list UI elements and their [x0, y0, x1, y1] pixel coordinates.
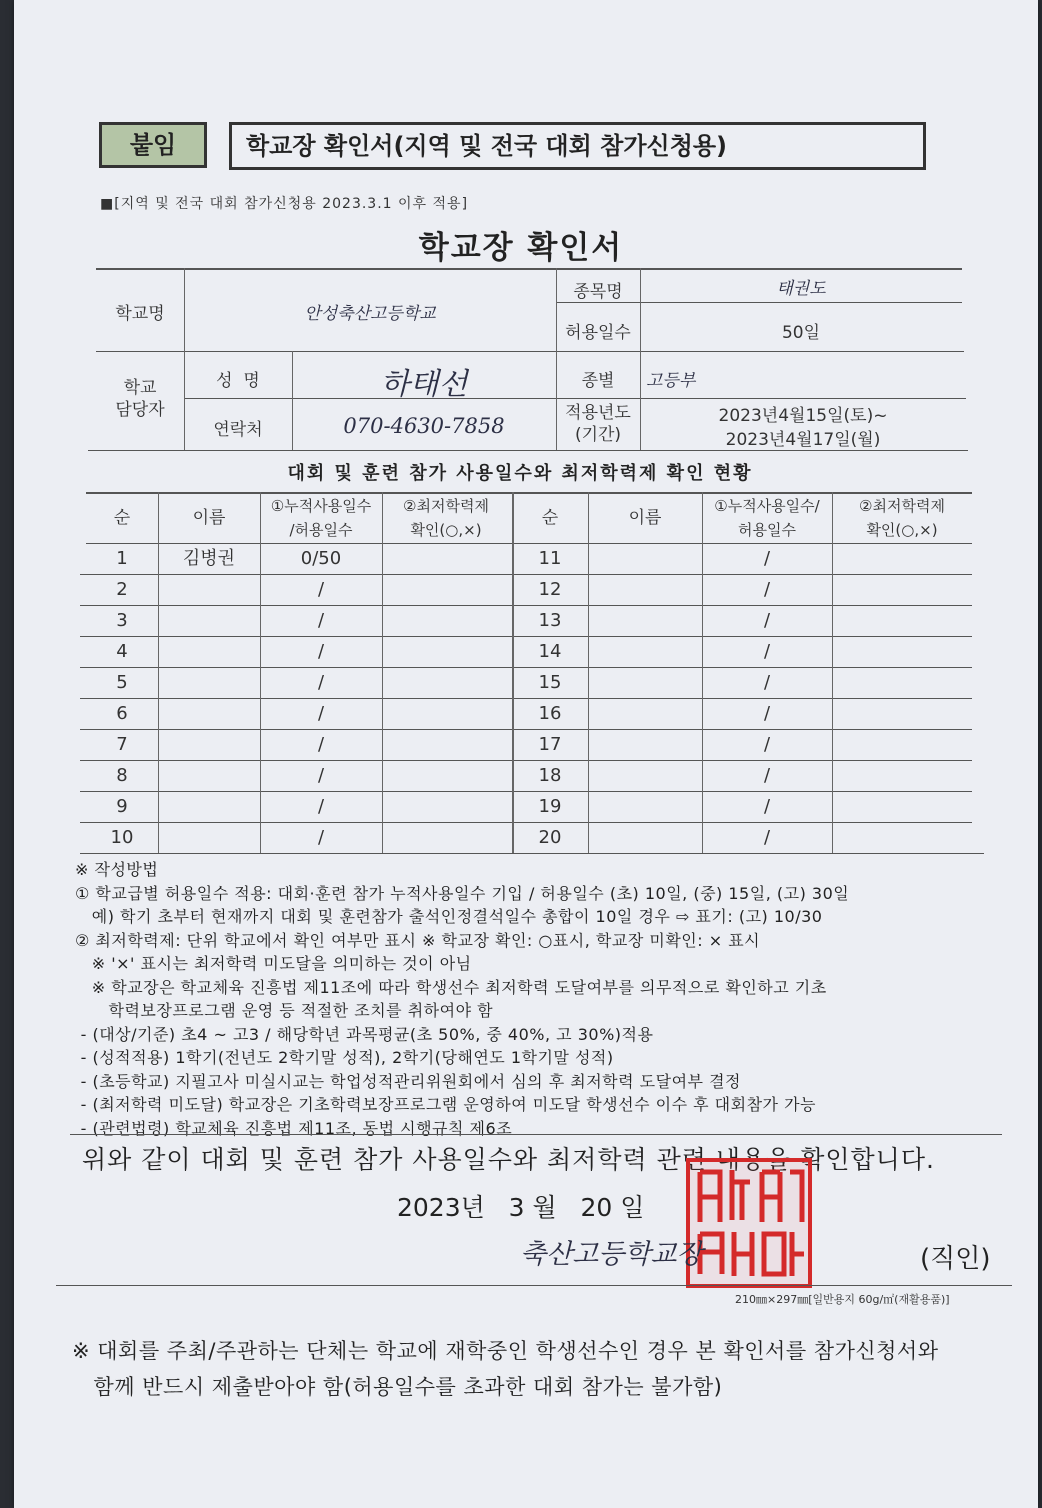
row-days: /	[317, 672, 325, 693]
table-row-border	[80, 698, 972, 699]
row-number: 14	[538, 641, 562, 662]
allowed-days-value: 50일	[781, 323, 821, 343]
row-days: /	[763, 703, 771, 724]
note-line: - (최저학력 미도달) 학교장은 기초학력보장프로그램 운영하여 미도달 학생선수 이수 후 대회참가 가능	[75, 1095, 816, 1114]
row-number: 4	[116, 641, 128, 662]
header-name-right: 이름	[628, 508, 662, 528]
footnote	[72, 1333, 939, 1405]
row-number: 9	[116, 796, 128, 817]
paper-size-note: 210㎜×297㎜[일반용지 60g/㎡(재활용품)]	[735, 1293, 950, 1306]
table-column-border	[588, 492, 589, 853]
row-number: 7	[116, 734, 128, 755]
school-value: 안성축산고등학교	[304, 304, 436, 324]
row-days: /	[317, 610, 325, 631]
footnote-line: ※ 대회를 주최/주관하는 단체는 학교에 재학중인 학생선수인 경우 본 확인서를 참가신청서와	[72, 1339, 939, 1363]
row-days: /	[317, 796, 325, 817]
manager-label: 학교 담당자	[115, 378, 165, 420]
row-days: /	[317, 703, 325, 724]
row-days: /	[763, 610, 771, 631]
row-number: 19	[538, 796, 562, 817]
table-row-border	[80, 760, 972, 761]
row-days: /	[763, 796, 771, 817]
row-number: 3	[116, 610, 128, 631]
table-row-border	[80, 853, 984, 854]
header-days-left: ①누적사용일수 /허용일수	[270, 497, 372, 539]
header-check-right: ②최저학력제 확인(○,×)	[859, 497, 945, 539]
row-number: 18	[538, 765, 562, 786]
period-line-2: 2023년4월17일(월)	[725, 430, 881, 450]
row-number: 16	[538, 703, 562, 724]
table-column-border	[832, 492, 833, 853]
row-number: 5	[116, 672, 128, 693]
row-days: /	[763, 827, 771, 848]
attachment-badge: 붙임	[99, 122, 207, 168]
row-number: 2	[116, 579, 128, 600]
principal-signature: 축산고등학교장	[520, 1239, 703, 1270]
period-line-1: 2023년4월15일(토)~	[718, 406, 888, 426]
table-column-border	[382, 492, 383, 853]
table-header-border	[86, 543, 972, 544]
row-number: 11	[538, 548, 562, 569]
bottom-divider	[56, 1285, 1012, 1286]
seal-label: (직인)	[920, 1244, 991, 1274]
header-days-right: ①누적사용일수/ 허용일수	[714, 497, 820, 539]
note-line: 예) 학기 초부터 현재까지 대회 및 훈련참가 출석인정결석일수 총합이 10일 경우 ⇨ 표기: (고) 10/30	[75, 907, 823, 926]
row-days: /	[317, 827, 325, 848]
row-days: /	[763, 734, 771, 755]
title-box: 학교장 확인서(지역 및 전국 대회 참가신청용)	[229, 122, 926, 170]
row-days: /	[763, 765, 771, 786]
note-line: ② 최저학력제: 단위 학교에서 확인 여부만 표시 ※ 학교장 확인: ○표시, 학교장 미확인: × 표시	[75, 930, 761, 950]
row-number: 8	[116, 765, 128, 786]
writing-notes	[75, 858, 1005, 1140]
table-row-border	[80, 636, 972, 637]
info-divider	[96, 351, 964, 352]
info-bottom-border	[88, 450, 968, 451]
issue-date: 2023년 3 월 20 일	[397, 1193, 645, 1222]
notes-divider	[70, 1134, 1002, 1135]
row-number: 12	[538, 579, 562, 600]
row-number: 1	[116, 548, 128, 569]
note-line: - (성적적용) 1학기(전년도 2학기말 성적), 2학기(당해연도 1학기말 성적)	[75, 1048, 614, 1067]
footnote-line: 함께 반드시 제출받아야 함(허용일수를 초과한 대회 참가는 불가함)	[72, 1375, 723, 1399]
row-number: 13	[538, 610, 562, 631]
row-number: 6	[116, 703, 128, 724]
contact-value: 070-4630-7858	[343, 414, 505, 438]
seal-pattern-icon	[690, 1162, 808, 1284]
table-title: 대회 및 훈련 참가 사용일수와 최저학력제 확인 현황	[287, 463, 753, 484]
document-title: 학교장 확인서	[418, 230, 624, 266]
row-number: 15	[538, 672, 562, 693]
info-divider	[556, 302, 962, 303]
row-number: 17	[538, 734, 562, 755]
row-days: /	[763, 672, 771, 693]
table-row-border	[80, 667, 972, 668]
row-days: /	[317, 579, 325, 600]
event-value: 태권도	[776, 279, 826, 299]
table-row-border	[80, 822, 972, 823]
applicability-note: ■[지역 및 전국 대회 참가신청용 2023.3.1 이후 적용]	[100, 196, 469, 212]
note-line: ※ 작성방법	[75, 860, 159, 879]
table-row-border	[80, 791, 972, 792]
note-line: - (관련법령) 학교체육 진흥법 제11조, 동법 시행규칙 제6조	[75, 1118, 513, 1138]
note-line: ※ '×' 표시는 최저학력 미도달을 의미하는 것이 아님	[75, 954, 472, 973]
row-number: 10	[110, 827, 134, 848]
period-label: 적용년도 (기간)	[565, 403, 631, 445]
header-no-right: 순	[541, 508, 559, 528]
contact-label: 연락처	[213, 420, 263, 440]
table-row-border	[80, 605, 972, 606]
event-label: 종목명	[573, 282, 623, 302]
note-line: 학력보장프로그램 운영 등 적절한 조치를 취하여야 함	[75, 1001, 494, 1020]
official-seal-stamp	[686, 1158, 812, 1288]
note-line: - (대상/기준) 초4 ~ 고3 / 해당학년 과목평균(초 50%, 중 40%, 고 30%)적용	[75, 1024, 654, 1044]
table-row-border	[80, 574, 972, 575]
row-days: /	[317, 765, 325, 786]
allowed-days-label: 허용일수	[565, 323, 631, 343]
header-no-left: 순	[113, 508, 131, 528]
row-days: /	[317, 734, 325, 755]
division-value: 고등부	[646, 371, 696, 391]
manager-name-value: 하태선	[380, 367, 468, 402]
header-check-left: ②최저학력제 확인(○,×)	[403, 497, 489, 539]
note-line: ① 학교급별 허용일수 적용: 대회·훈련 참가 누적사용일수 기입 / 허용일수 (초) 10일, (중) 15일, (고) 30일	[75, 883, 850, 903]
row-days: /	[317, 641, 325, 662]
row-days: 0/50	[300, 548, 342, 569]
row-number: 20	[538, 827, 562, 848]
row-days: /	[763, 548, 771, 569]
header-name-left: 이름	[192, 508, 226, 528]
row-name: 김병권	[182, 548, 236, 569]
school-label: 학교명	[115, 304, 165, 324]
info-top-border	[96, 268, 962, 270]
name-label: 성 명	[216, 371, 260, 391]
row-days: /	[763, 579, 771, 600]
note-line: - (초등학교) 지필고사 미실시교는 학업성적관리위원회에서 심의 후 최저학력 도달여부 결정	[75, 1071, 741, 1091]
row-days: /	[763, 641, 771, 662]
table-row-border	[80, 729, 972, 730]
confirmation-text: 위와 같이 대회 및 훈련 참가 사용일수와 최저학력 관련 내용을 확인합니다.	[82, 1145, 935, 1174]
note-line: ※ 학교장은 학교체육 진흥법 제11조에 따라 학생선수 최저학력 도달여부를 의무적으로 확인하고 기초	[75, 977, 827, 997]
info-divider	[556, 398, 966, 399]
division-label: 종별	[581, 371, 615, 391]
